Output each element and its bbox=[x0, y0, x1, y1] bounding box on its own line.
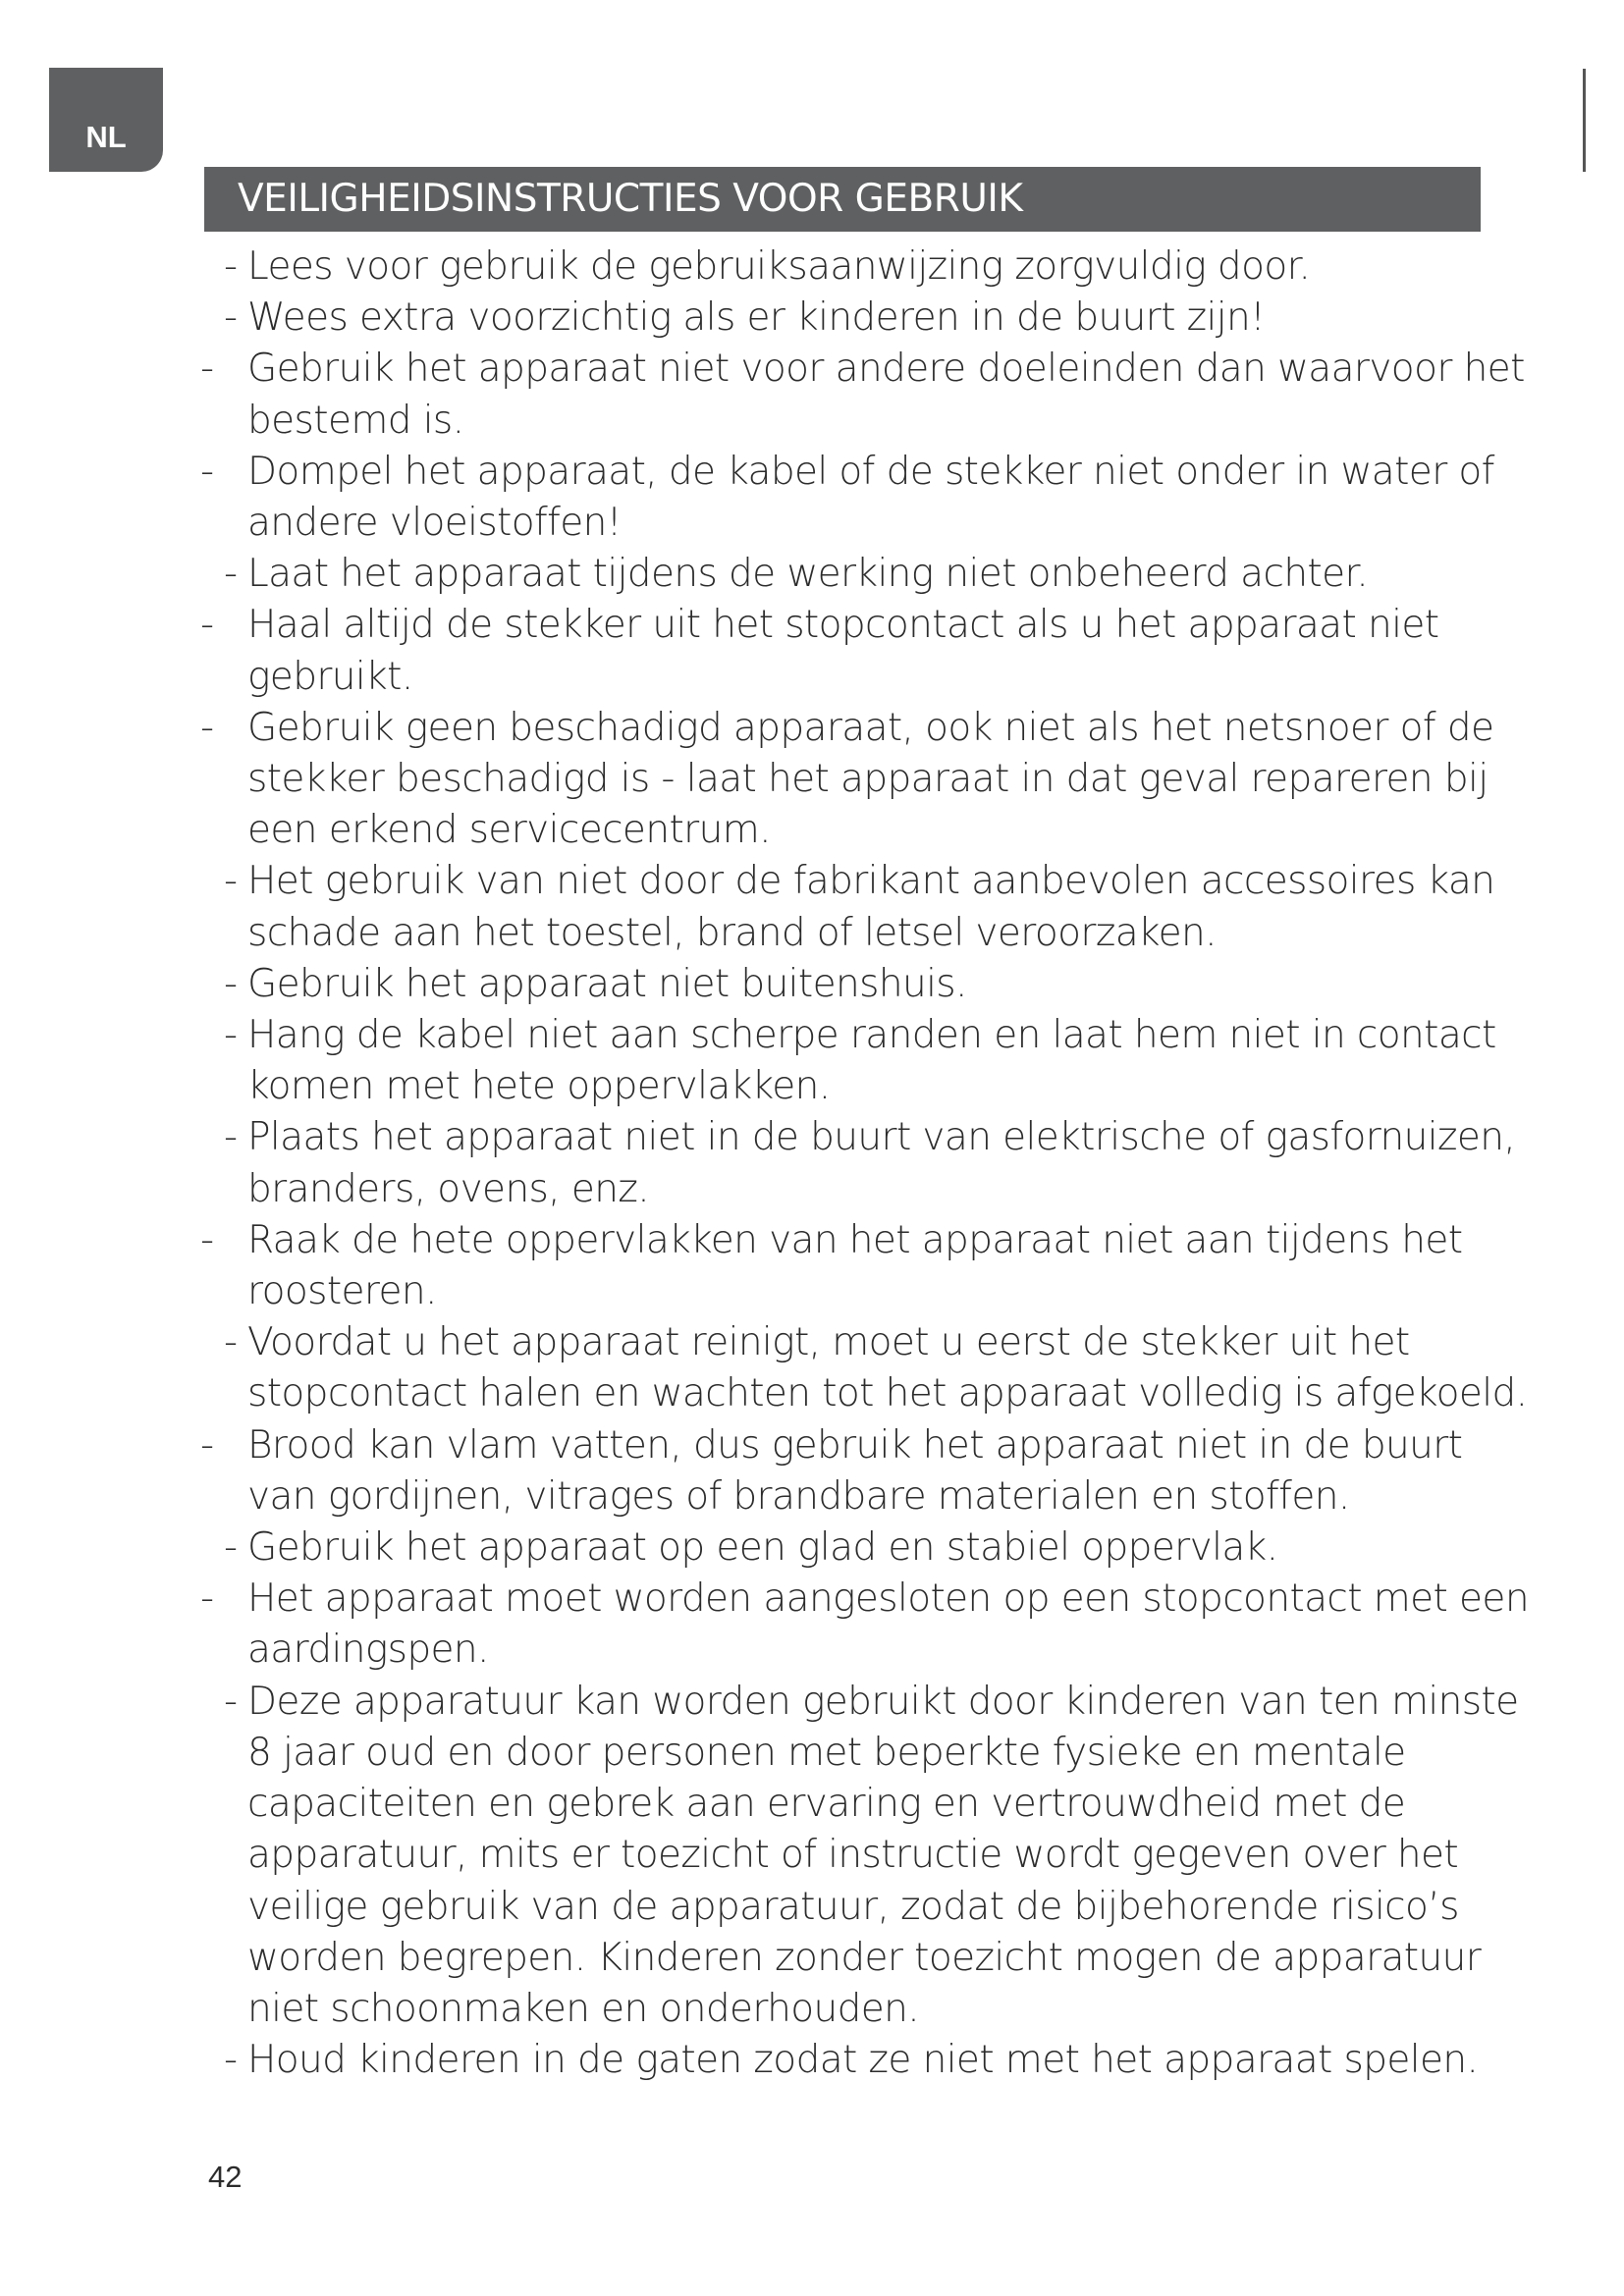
bullet-dash: - bbox=[224, 552, 238, 597]
list-item-text: Lees voor gebruik de gebruiksaanwijzing zorgvuldig door. bbox=[247, 244, 1311, 289]
list-item-text: Gebruik het apparaat op een glad en stabiel oppervlak. bbox=[247, 1525, 1278, 1571]
list-item-text: Raak de hete oppervlakken van het apparaat niet aan tijdens het roosteren. bbox=[247, 1217, 1463, 1314]
list-item bbox=[196, 1112, 1532, 1214]
list-item bbox=[196, 293, 1532, 344]
bullet-dash: - bbox=[200, 603, 214, 648]
list-item bbox=[196, 549, 1532, 600]
list-item-text: Voordat u het apparaat reinigt, moet u eerst de stekker uit het stopcontact halen en wachten tot het apparaat volledig is afgekoeld. bbox=[247, 1320, 1528, 1416]
section-title: VEILIGHEIDSINSTRUCTIES VOOR GEBRUIK bbox=[204, 167, 1481, 232]
list-item-text: Houd kinderen in de gaten zodat ze niet met het apparaat spelen. bbox=[247, 2038, 1479, 2083]
bullet-dash: - bbox=[224, 859, 238, 904]
bullet-dash: - bbox=[200, 449, 214, 494]
bullet-dash: - bbox=[224, 1013, 238, 1058]
bullet-dash: - bbox=[224, 2038, 238, 2083]
bullet-dash: - bbox=[200, 1576, 214, 1622]
list-item-text: Het gebruik van niet door de fabrikant aanbevolen accessoires kan schade aan het toestel, brand of letsel veroorzaken. bbox=[247, 859, 1495, 955]
list-item bbox=[196, 856, 1532, 958]
bullet-dash: - bbox=[224, 1115, 238, 1160]
list-item-text: Laat het apparaat tijdens de werking niet onbeheerd achter. bbox=[247, 552, 1369, 597]
list-item bbox=[196, 1420, 1532, 1522]
list-item-text: Wees extra voorzichtig als er kinderen in de buurt zijn! bbox=[247, 295, 1266, 341]
list-item-text: Deze apparatuur kan worden gebruikt door kinderen van ten minste 8 jaar oud en door personen met beperkte fysieke en mentale capaciteiten en gebrek aan ervaring en vertrouwdheid met de apparatuur, mits er toezicht of instructie wordt gegeven over het veilige gebruik van de apparatuur, zodat de bijbehorende risico’s worden begrepen. Kinderen zonder toezicht mogen de apparatuur niet schoonmaken en onderhouden. bbox=[247, 1679, 1519, 2031]
bullet-dash: - bbox=[200, 1217, 214, 1262]
list-item bbox=[196, 1574, 1532, 1676]
list-item-text: Plaats het apparaat niet in de buurt van elektrische of gasfornuizen, branders, ovens, enz. bbox=[247, 1115, 1516, 1211]
list-item bbox=[196, 344, 1532, 446]
bullet-dash: - bbox=[224, 295, 238, 341]
bullet-dash: - bbox=[200, 1422, 214, 1468]
list-item bbox=[196, 1522, 1532, 1574]
edge-line bbox=[1583, 69, 1586, 172]
list-item bbox=[196, 600, 1532, 702]
list-item-text: Brood kan vlam vatten, dus gebruik het apparaat niet in de buurt van gordijnen, vitrages of brandbare materialen en stoffen. bbox=[247, 1422, 1463, 1519]
page-number: 42 bbox=[208, 2160, 243, 2194]
instruction-list bbox=[196, 241, 1532, 2086]
bullet-dash: - bbox=[224, 1679, 238, 1724]
list-item bbox=[196, 959, 1532, 1010]
bullet-dash: - bbox=[224, 1525, 238, 1571]
list-item bbox=[196, 241, 1532, 293]
list-item-text: Gebruik geen beschadigd apparaat, ook niet als het netsnoer of de stekker beschadigd is - laat het apparaat in dat geval repareren bij een erkend servicecentrum. bbox=[247, 705, 1494, 853]
list-item bbox=[196, 1215, 1532, 1317]
list-item bbox=[196, 1010, 1532, 1112]
bullet-dash: - bbox=[224, 244, 238, 289]
list-item-text: Het apparaat moet worden aangesloten op een stopcontact met een aardingspen. bbox=[247, 1576, 1529, 1673]
bullet-dash: - bbox=[224, 961, 238, 1006]
list-item bbox=[196, 703, 1532, 857]
list-item-text: Dompel het apparaat, de kabel of de stekker niet onder in water of andere vloeistoffen! bbox=[247, 449, 1494, 546]
list-item bbox=[196, 1317, 1532, 1419]
bullet-dash: - bbox=[224, 1320, 238, 1365]
list-item-text: Haal altijd de stekker uit het stopcontact als u het apparaat niet gebruikt. bbox=[247, 603, 1439, 699]
language-tab: NL bbox=[49, 68, 163, 172]
list-item-text: Gebruik het apparaat niet buitenshuis. bbox=[247, 961, 967, 1006]
list-item bbox=[196, 2035, 1532, 2086]
list-item bbox=[196, 447, 1532, 549]
list-item-text: Gebruik het apparaat niet voor andere doeleinden dan waarvoor het bestemd is. bbox=[247, 347, 1525, 443]
bullet-dash: - bbox=[200, 705, 214, 750]
list-item-text: Hang de kabel niet aan scherpe randen en laat hem niet in contact komen met hete oppervlakken. bbox=[247, 1013, 1496, 1109]
list-item bbox=[196, 1677, 1532, 2035]
bullet-dash: - bbox=[200, 347, 214, 392]
